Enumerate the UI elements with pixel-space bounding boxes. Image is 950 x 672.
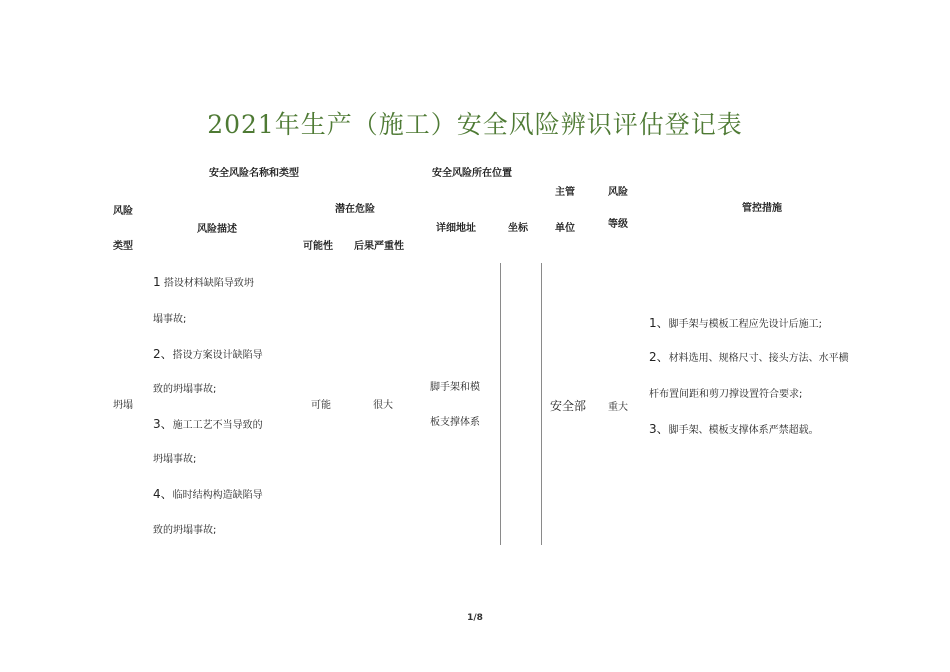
- address-line2: 板支撑体系: [430, 417, 480, 428]
- control-measure-continuation: [649, 385, 802, 400]
- header-likelihood: 可能性: [303, 241, 333, 252]
- header-coordinates: 坐标: [508, 223, 528, 234]
- address-line1: 脚手架和模: [430, 382, 480, 393]
- item-number: 2、: [649, 350, 669, 364]
- risk-description-continuation: 致的坍塌事故;: [153, 525, 217, 536]
- item-number: 4、: [153, 487, 173, 501]
- document-title: 2021年生产（施工）安全风险辨识评估登记表: [207, 110, 743, 139]
- header-risk-name-type: 安全风险名称和类型: [209, 168, 299, 179]
- header-risk-location: 安全风险所在位置: [432, 168, 512, 179]
- item-number: 1: [153, 275, 161, 289]
- responsible-unit-value: 安全部: [550, 399, 587, 413]
- item-text: 脚手架与模板工程应先设计后施工;: [668, 319, 823, 330]
- header-severity: 后果严重性: [354, 241, 404, 252]
- item-text: 搭设材料缺陷导致坍: [163, 278, 254, 289]
- control-measure-item: [649, 420, 819, 437]
- item-number: 1、: [649, 316, 669, 330]
- risk-type-value: 坍塌: [113, 400, 133, 411]
- risk-description-item: [153, 274, 254, 289]
- risk-description-continuation: 塌事故;: [153, 314, 187, 325]
- header-responsible-unit-line2: 单位: [555, 223, 575, 234]
- severity-value: 很大: [373, 400, 393, 411]
- item-number: 3、: [649, 422, 669, 436]
- header-potential-hazard: 潜在危险: [335, 204, 375, 215]
- item-text: 施工工艺不当导致的: [172, 420, 263, 431]
- risk-description-item: [153, 345, 263, 362]
- header-detailed-address: 详细地址: [436, 223, 476, 234]
- risk-description-continuation: 致的坍塌事故;: [153, 384, 217, 395]
- risk-description-continuation: 坍塌事故;: [153, 454, 197, 465]
- item-text: 搭设方案设计缺陷导: [172, 350, 263, 361]
- risk-description-item: [153, 415, 263, 432]
- item-text: 临时结构构造缺陷导: [172, 490, 263, 501]
- item-text: 杆布置间距和剪刀撑设置符合要求;: [649, 389, 803, 400]
- item-text: 材料选用、规格尺寸、接头方法、水平横: [668, 353, 849, 364]
- control-measure-item: [649, 348, 849, 365]
- header-risk-description: 风险描述: [197, 224, 237, 235]
- item-number: 3、: [153, 417, 173, 431]
- header-risk-type-line2: 类型: [113, 241, 133, 252]
- column-divider: [500, 263, 501, 545]
- header-risk-type-line1: 风险: [113, 206, 133, 217]
- likelihood-value: 可能: [311, 400, 331, 411]
- control-measure-item: [649, 314, 822, 331]
- header-risk-level-line1: 风险: [608, 187, 628, 198]
- header-responsible-unit-line1: 主管: [555, 187, 575, 198]
- risk-level-value: 重大: [608, 402, 628, 413]
- column-divider: [541, 263, 542, 545]
- item-number: 2、: [153, 347, 173, 361]
- page-indicator: 1/8: [467, 613, 483, 623]
- item-text: 脚手架、模板支撑体系严禁超载。: [668, 425, 819, 436]
- header-control-measures: 管控措施: [742, 203, 782, 214]
- header-risk-level-line2: 等级: [608, 219, 628, 230]
- risk-description-item: [153, 485, 263, 502]
